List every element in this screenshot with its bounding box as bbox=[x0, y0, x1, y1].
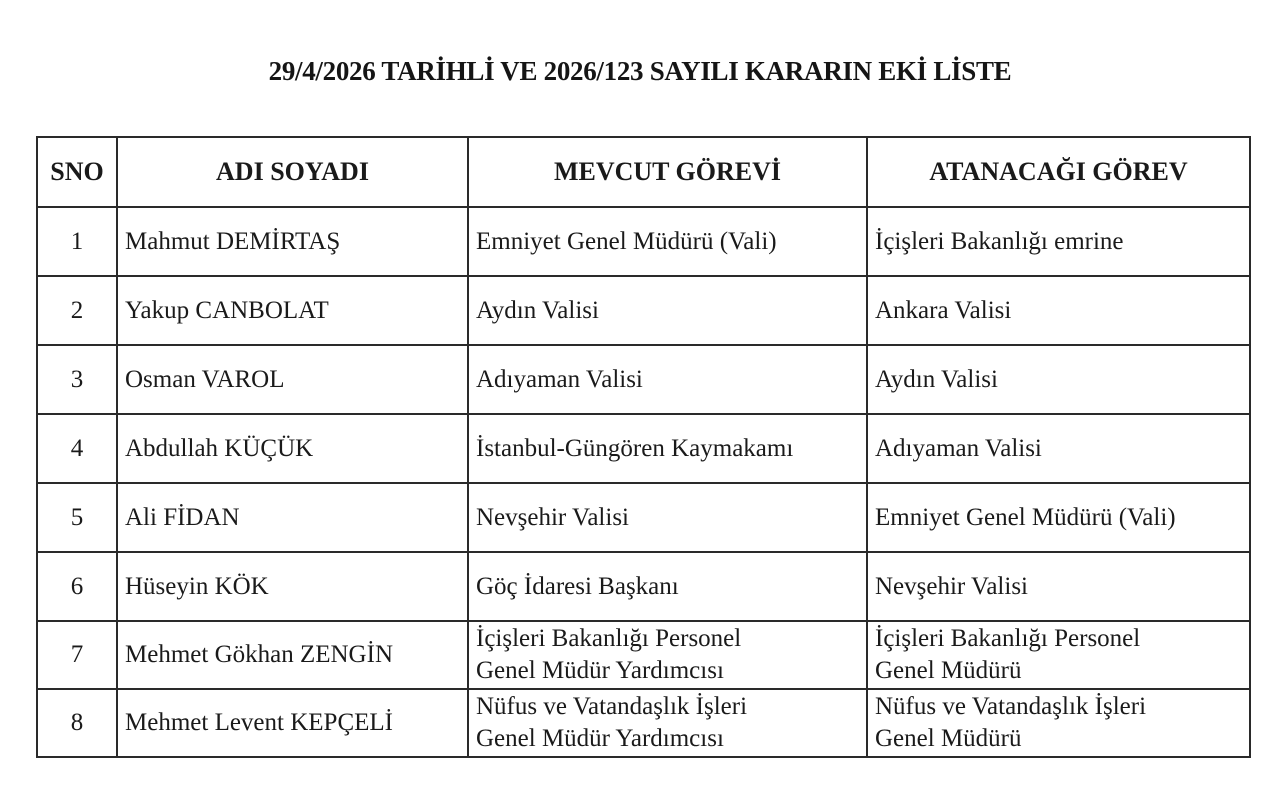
cell-sno: 1 bbox=[37, 207, 117, 276]
new-position-line-1: Nüfus ve Vatandaşlık İşleri bbox=[875, 693, 1147, 720]
header-name: ADI SOYADI bbox=[117, 137, 468, 207]
cell-name: Mahmut DEMİRTAŞ bbox=[117, 207, 468, 276]
cell-name: Yakup CANBOLAT bbox=[117, 276, 468, 345]
cell-new-position: Nevşehir Valisi bbox=[867, 552, 1250, 621]
table-row bbox=[37, 689, 1250, 757]
header-sno: SNO bbox=[37, 137, 117, 207]
current-position-line-1: Nüfus ve Vatandaşlık İşleri bbox=[476, 693, 748, 720]
cell-new-position: Adıyaman Valisi bbox=[867, 414, 1250, 483]
table-row bbox=[37, 276, 1250, 345]
cell-sno: 3 bbox=[37, 345, 117, 414]
cell-current-position: Nevşehir Valisi bbox=[468, 483, 867, 552]
table-row bbox=[37, 621, 1250, 689]
document-title: 29/4/2026 TARİHLİ VE 2026/123 SAYILI KARARIN EKİ LİSTE bbox=[268, 56, 1012, 86]
header-new-position: ATANACAĞI GÖREV bbox=[867, 137, 1250, 207]
cell-name: Ali FİDAN bbox=[117, 483, 468, 552]
cell-name: Mehmet Gökhan ZENGİN bbox=[117, 621, 468, 689]
cell-sno: 2 bbox=[37, 276, 117, 345]
table-header-row bbox=[37, 137, 1250, 207]
cell-name: Osman VAROL bbox=[117, 345, 468, 414]
header-current-position: MEVCUT GÖREVİ bbox=[468, 137, 867, 207]
cell-new-position: Emniyet Genel Müdürü (Vali) bbox=[867, 483, 1250, 552]
cell-sno: 5 bbox=[37, 483, 117, 552]
cell-current-position: İstanbul-Güngören Kaymakamı bbox=[468, 414, 867, 483]
cell-name: Hüseyin KÖK bbox=[117, 552, 468, 621]
table-row bbox=[37, 414, 1250, 483]
table-row bbox=[37, 483, 1250, 552]
cell-current-position: Aydın Valisi bbox=[468, 276, 867, 345]
appointment-table bbox=[36, 136, 1251, 758]
new-position-line-1: İçişleri Bakanlığı Personel bbox=[875, 625, 1141, 652]
cell-current-position: Adıyaman Valisi bbox=[468, 345, 867, 414]
cell-name: Abdullah KÜÇÜK bbox=[117, 414, 468, 483]
current-position-line-1: İçişleri Bakanlığı Personel bbox=[476, 625, 742, 652]
current-position-line-2: Genel Müdür Yardımcısı bbox=[476, 657, 724, 684]
current-position-line-2: Genel Müdür Yardımcısı bbox=[476, 725, 724, 752]
table-row bbox=[37, 552, 1250, 621]
new-position-line-2: Genel Müdürü bbox=[875, 725, 1022, 752]
new-position-line-2: Genel Müdürü bbox=[875, 657, 1022, 684]
cell-new-position bbox=[867, 689, 1250, 757]
table-row bbox=[37, 207, 1250, 276]
cell-current-position: Göç İdaresi Başkanı bbox=[468, 552, 867, 621]
cell-new-position: Ankara Valisi bbox=[867, 276, 1250, 345]
cell-current-position bbox=[468, 689, 867, 757]
cell-new-position: Aydın Valisi bbox=[867, 345, 1250, 414]
cell-current-position: Emniyet Genel Müdürü (Vali) bbox=[468, 207, 867, 276]
cell-sno: 6 bbox=[37, 552, 117, 621]
table-row bbox=[37, 345, 1250, 414]
cell-current-position bbox=[468, 621, 867, 689]
cell-sno: 8 bbox=[37, 689, 117, 757]
cell-new-position bbox=[867, 621, 1250, 689]
cell-sno: 7 bbox=[37, 621, 117, 689]
cell-new-position: İçişleri Bakanlığı emrine bbox=[867, 207, 1250, 276]
cell-name: Mehmet Levent KEPÇELİ bbox=[117, 689, 468, 757]
cell-sno: 4 bbox=[37, 414, 117, 483]
